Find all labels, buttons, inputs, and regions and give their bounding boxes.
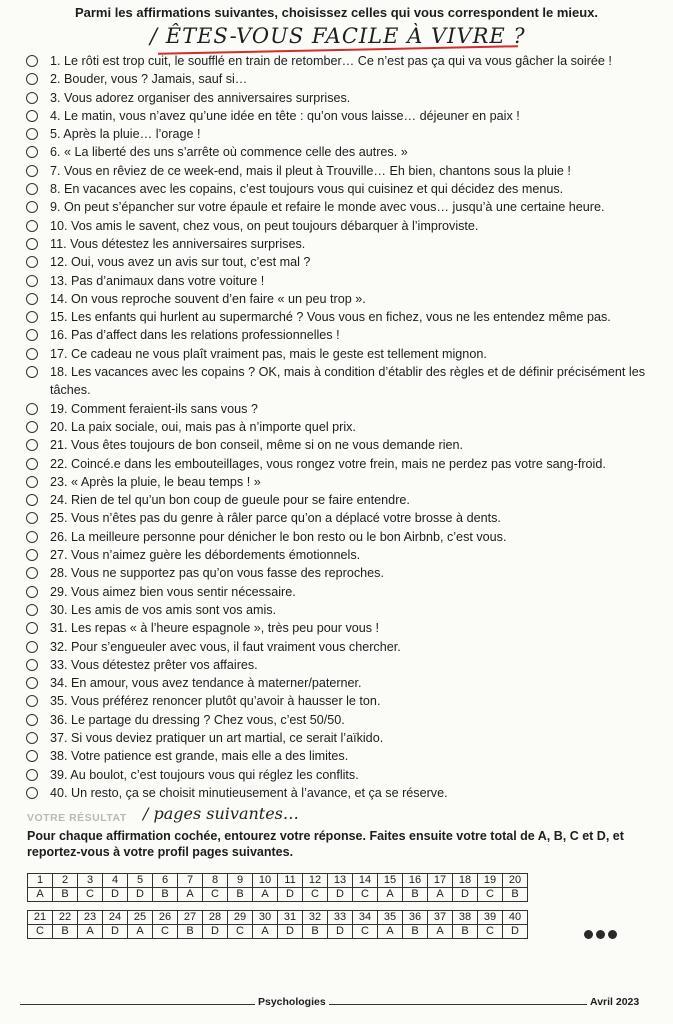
radio-circle[interactable]	[26, 458, 38, 470]
statement-item	[26, 198, 656, 216]
radio-circle[interactable]	[26, 220, 38, 232]
footer-rule-left	[20, 1004, 255, 1005]
answer-letter[interactable]: D	[328, 888, 353, 902]
statement-text: 20. La paix sociale, oui, mais pas à n’importe quel prix.	[50, 419, 356, 434]
answer-letter[interactable]: D	[278, 925, 303, 939]
statement-item	[26, 107, 656, 125]
statement-item	[26, 546, 656, 564]
answer-letter[interactable]: A	[253, 888, 278, 902]
statement-item	[26, 473, 656, 491]
answer-letter[interactable]: B	[453, 925, 478, 939]
radio-circle[interactable]	[26, 275, 38, 287]
dot	[584, 930, 593, 939]
statement-item	[26, 345, 656, 363]
statement-text: 4. Le matin, vous n’avez qu’une idée en tête : qu’on vous laisse… déjeuner en paix !	[50, 108, 520, 123]
question-number: 23	[78, 911, 103, 925]
radio-circle[interactable]	[26, 567, 38, 579]
answer-letter[interactable]: A	[428, 925, 453, 939]
radio-circle[interactable]	[26, 403, 38, 415]
answer-letter[interactable]: D	[503, 925, 528, 939]
statement-item	[26, 747, 656, 765]
statement-text: 33. Vous détestez prêter vos affaires.	[50, 657, 258, 672]
answer-letter[interactable]: C	[78, 888, 103, 902]
question-number: 29	[228, 911, 253, 925]
answer-letter[interactable]: A	[78, 925, 103, 939]
answer-letter[interactable]: C	[203, 888, 228, 902]
statement-item	[26, 601, 656, 619]
statement-item	[26, 180, 656, 198]
statement-text: 9. On peut s’épancher sur votre épaule et refaire le monde avec vous… jusqu’à une certaine heure.	[50, 200, 605, 215]
question-number: 40	[503, 911, 528, 925]
dot	[608, 930, 617, 939]
answer-letter[interactable]: A	[178, 888, 203, 902]
answer-letter[interactable]: B	[53, 888, 78, 902]
answer-letter[interactable]: C	[353, 888, 378, 902]
radio-circle[interactable]	[26, 256, 38, 268]
answer-letter[interactable]: A	[28, 888, 53, 902]
statement-item	[26, 308, 656, 326]
question-number: 19	[478, 874, 503, 888]
result-instructions: Pour chaque affirmation cochée, entourez votre réponse. Faites ensuite votre total de A, B, C et D, et reportez-vous à votre profil pages suivantes.	[27, 829, 624, 859]
answer-letter[interactable]: D	[103, 888, 128, 902]
statement-text: 12. Oui, vous avez un avis sur tout, c’est mal ?	[50, 255, 311, 270]
statement-text: 35. Vous préférez renoncer plutôt qu’avoir à hausser le ton.	[50, 694, 381, 709]
answer-letter[interactable]: D	[453, 888, 478, 902]
statement-text: 32. Pour s’engueuler avec vous, il faut vraiment vous chercher.	[50, 639, 401, 654]
radio-circle[interactable]	[26, 128, 38, 140]
statement-item	[26, 326, 656, 344]
answer-letter[interactable]: D	[278, 888, 303, 902]
statement-item	[26, 491, 656, 509]
handwritten-title-text: / ÊTES-VOUS FACILE À VIVRE ?	[150, 24, 526, 48]
statement-text: 25. Vous n’êtes pas du genre à râler parce qu’on a déplacé votre brosse à dents.	[50, 511, 501, 526]
statement-item	[26, 436, 656, 454]
radio-circle[interactable]	[26, 55, 38, 67]
statement-item	[26, 766, 656, 784]
statement-text: 39. Au boulot, c’est toujours vous qui réglez les conflits.	[50, 767, 359, 782]
statement-item	[26, 125, 656, 143]
handwritten-title	[150, 24, 530, 52]
radio-circle[interactable]	[26, 677, 38, 689]
statement-text: 40. Un resto, ça se choisit minutieusement à l’avance, et ça se réserve.	[50, 785, 448, 800]
question-number: 32	[303, 911, 328, 925]
statement-item	[26, 70, 656, 88]
statement-text: 21. Vous êtes toujours de bon conseil, même si on ne vous demande rien.	[50, 438, 464, 453]
statement-item	[26, 52, 656, 70]
radio-circle[interactable]	[26, 750, 38, 762]
question-number: 22	[53, 911, 78, 925]
statement-item	[26, 674, 656, 692]
statement-item	[26, 143, 656, 161]
radio-circle[interactable]	[26, 366, 38, 378]
statement-text: 15. Les enfants qui hurlent au supermarché ? Vous vous en fichez, vous ne les entendez même pas.	[50, 310, 611, 325]
question-number: 27	[178, 911, 203, 925]
answer-letter[interactable]: C	[303, 888, 328, 902]
question-number: 25	[128, 911, 153, 925]
answer-letter[interactable]: A	[428, 888, 453, 902]
radio-circle[interactable]	[26, 512, 38, 524]
statement-text: 31. Les repas « à l’heure espagnole », très peu pour vous !	[50, 621, 380, 636]
radio-circle[interactable]	[26, 549, 38, 561]
statement-text: 28. Vous ne supportez pas qu’on vous fasse des reproches.	[50, 566, 384, 581]
question-number: 17	[428, 874, 453, 888]
statement-text: 10. Vos amis le savent, chez vous, on peut toujours débarquer à l’improviste.	[50, 218, 479, 233]
answer-letter[interactable]: B	[53, 925, 78, 939]
answer-letter[interactable]: B	[303, 925, 328, 939]
question-number: 1	[28, 874, 53, 888]
radio-circle[interactable]	[26, 604, 38, 616]
answer-letter[interactable]: B	[228, 888, 253, 902]
statement-item	[26, 729, 656, 747]
radio-circle[interactable]	[26, 92, 38, 104]
radio-circle[interactable]	[26, 73, 38, 85]
radio-circle[interactable]	[26, 311, 38, 323]
instruction: Parmi les affirmations suivantes, choisissez celles qui vous correspondent le mieux.	[74, 5, 599, 20]
statement-text: 23. « Après la pluie, le beau temps ! »	[50, 474, 261, 489]
statement-text: 36. Le partage du dressing ? Chez vous, c’est 50/50.	[50, 712, 345, 727]
statement-item	[26, 638, 656, 656]
footer-rule-right	[329, 1004, 587, 1005]
answer-letter[interactable]: B	[153, 888, 178, 902]
statement-text: 6. « La liberté des uns s’arrête où commence celle des autres. »	[50, 145, 408, 160]
answer-letter[interactable]: C	[478, 925, 503, 939]
statement-text: 24. Rien de tel qu’un bon coup de gueule pour se faire entendre.	[50, 493, 410, 508]
radio-circle[interactable]	[26, 641, 38, 653]
question-number: 38	[453, 911, 478, 925]
statement-item	[26, 162, 656, 180]
statement-item	[26, 619, 656, 637]
question-number: 24	[103, 911, 128, 925]
answer-letter[interactable]: C	[153, 925, 178, 939]
answer-letter[interactable]: C	[28, 925, 53, 939]
statement-text: 1. Le rôti est trop cuit, le soufflé en train de retomber… Ce n’est pas ça qui va vous gâcher la soirée !	[50, 54, 612, 68]
statement-text: 34. En amour, vous avez tendance à materner/paterner.	[50, 676, 362, 691]
statement-text: 3. Vous adorez organiser des anniversaires surprises.	[50, 90, 351, 105]
statement-item	[26, 400, 656, 418]
footer	[20, 996, 640, 1012]
answer-letter[interactable]: D	[103, 925, 128, 939]
question-number: 14	[353, 874, 378, 888]
statement-item	[26, 784, 656, 802]
statement-text: 37. Si vous deviez pratiquer un art martial, ce serait l’aïkido.	[50, 730, 384, 745]
answer-grid-1-20	[27, 873, 528, 902]
question-number: 31	[278, 911, 303, 925]
statement-text: 2. Bouder, vous ? Jamais, sauf si…	[50, 72, 248, 87]
radio-circle[interactable]	[26, 732, 38, 744]
statement-text: 19. Comment feraient-ils sans vous ?	[50, 401, 258, 416]
statement-text: 30. Les amis de vos amis sont vos amis.	[50, 602, 277, 617]
question-number: 13	[328, 874, 353, 888]
answer-grid-21-40	[27, 910, 528, 939]
answer-letter[interactable]: C	[228, 925, 253, 939]
answer-letter[interactable]: D	[328, 925, 353, 939]
statement-text: 38. Votre patience est grande, mais elle a des limites.	[50, 749, 349, 764]
question-number: 5	[128, 874, 153, 888]
statement-item	[26, 253, 656, 271]
issue-date: Avril 2023	[590, 996, 640, 1008]
question-number: 20	[503, 874, 528, 888]
question-number: 9	[228, 874, 253, 888]
question-number: 39	[478, 911, 503, 925]
question-number: 35	[378, 911, 403, 925]
statement-list	[26, 52, 656, 802]
question-number: 3	[78, 874, 103, 888]
question-number: 37	[428, 911, 453, 925]
statement-item	[26, 363, 656, 400]
statement-item	[26, 290, 656, 308]
statement-text: 29. Vous aimez bien vous sentir nécessaire.	[50, 584, 296, 599]
statement-text: 11. Vous détestez les anniversaires surprises.	[50, 236, 306, 251]
radio-circle[interactable]	[26, 238, 38, 250]
magazine-name: Psychologies	[258, 996, 326, 1008]
question-number: 6	[153, 874, 178, 888]
radio-circle[interactable]	[26, 348, 38, 360]
question-number: 10	[253, 874, 278, 888]
question-number: 34	[353, 911, 378, 925]
question-number: 8	[203, 874, 228, 888]
radio-circle[interactable]	[26, 110, 38, 122]
statement-text: 13. Pas d’animaux dans votre voiture !	[50, 273, 265, 288]
radio-circle[interactable]	[26, 183, 38, 195]
handwritten-note: / pages suivantes…	[143, 804, 299, 823]
answer-letter[interactable]: A	[378, 888, 403, 902]
statement-item	[26, 528, 656, 546]
radio-circle[interactable]	[26, 787, 38, 799]
statement-item	[26, 656, 656, 674]
radio-circle[interactable]	[26, 531, 38, 543]
statement-item	[26, 583, 656, 601]
statement-text: 16. Pas d’affect dans les relations professionnelles !	[50, 328, 340, 343]
answer-letter[interactable]: B	[403, 925, 428, 939]
answer-letter[interactable]: A	[378, 925, 403, 939]
radio-circle[interactable]	[26, 439, 38, 451]
radio-circle[interactable]	[26, 714, 38, 726]
statement-text: 8. En vacances avec les copains, c’est toujours vous qui cuisinez et qui décidez des menus.	[50, 182, 564, 197]
statement-text: 5. Après la pluie… l’orage !	[50, 127, 201, 142]
question-number: 2	[53, 874, 78, 888]
radio-circle[interactable]	[26, 146, 38, 158]
question-number: 18	[453, 874, 478, 888]
radio-circle[interactable]	[26, 659, 38, 671]
statement-item	[26, 418, 656, 436]
radio-circle[interactable]	[26, 476, 38, 488]
radio-circle[interactable]	[26, 695, 38, 707]
answer-letter[interactable]: A	[253, 925, 278, 939]
answer-letter[interactable]: C	[478, 888, 503, 902]
radio-circle[interactable]	[26, 201, 38, 213]
question-number: 7	[178, 874, 203, 888]
question-number: 28	[203, 911, 228, 925]
radio-circle[interactable]	[26, 586, 38, 598]
question-number: 30	[253, 911, 278, 925]
result-label: VOTRE RÉSULTAT	[27, 812, 127, 824]
statement-item	[26, 692, 656, 710]
radio-circle[interactable]	[26, 165, 38, 177]
statement-item	[26, 89, 656, 107]
statement-text: 7. Vous en rêviez de ce week-end, mais il pleut à Trouville… Eh bien, chantons sous la pluie !	[50, 163, 571, 178]
answer-letter[interactable]: C	[353, 925, 378, 939]
question-number: 4	[103, 874, 128, 888]
question-number: 11	[278, 874, 303, 888]
radio-circle[interactable]	[26, 329, 38, 341]
dot	[596, 930, 605, 939]
statement-item	[26, 217, 656, 235]
statement-item	[26, 272, 656, 290]
question-number: 21	[28, 911, 53, 925]
answer-letter[interactable]: B	[178, 925, 203, 939]
statement-text: 17. Ce cadeau ne vous plaît vraiment pas, mais le geste est tellement mignon.	[50, 346, 487, 361]
radio-circle[interactable]	[26, 769, 38, 781]
question-number: 33	[328, 911, 353, 925]
radio-circle[interactable]	[26, 494, 38, 506]
answer-letter[interactable]: B	[403, 888, 428, 902]
statement-item	[26, 711, 656, 729]
statement-text: 27. Vous n’aimez guère les débordements émotionnels.	[50, 548, 361, 563]
continuation-dots	[584, 926, 620, 944]
statement-item	[26, 564, 656, 582]
statement-text: 22. Coincé.e dans les embouteillages, vous rongez votre frein, mais ne perdez pas votre sang-froid.	[50, 456, 606, 471]
statement-item	[26, 509, 656, 527]
radio-circle[interactable]	[26, 293, 38, 305]
question-number: 15	[378, 874, 403, 888]
statement-item	[26, 455, 656, 473]
statement-text: 14. On vous reproche souvent d’en faire « un peu trop ».	[50, 291, 366, 306]
statement-text: 18. Les vacances avec les copains ? OK, mais à condition d’établir des règles et de définir précisément les tâches.	[50, 365, 646, 398]
question-number: 36	[403, 911, 428, 925]
question-number: 12	[303, 874, 328, 888]
statement-text: 26. La meilleure personne pour dénicher le bon resto ou le bon Airbnb, c’est vous.	[50, 529, 507, 544]
radio-circle[interactable]	[26, 622, 38, 634]
statement-item	[26, 235, 656, 253]
answer-letter[interactable]: B	[503, 888, 528, 902]
radio-circle[interactable]	[26, 421, 38, 433]
answer-letter[interactable]: D	[128, 888, 153, 902]
question-number: 16	[403, 874, 428, 888]
answer-letter[interactable]: A	[128, 925, 153, 939]
question-number: 26	[153, 911, 178, 925]
answer-letter[interactable]: D	[203, 925, 228, 939]
